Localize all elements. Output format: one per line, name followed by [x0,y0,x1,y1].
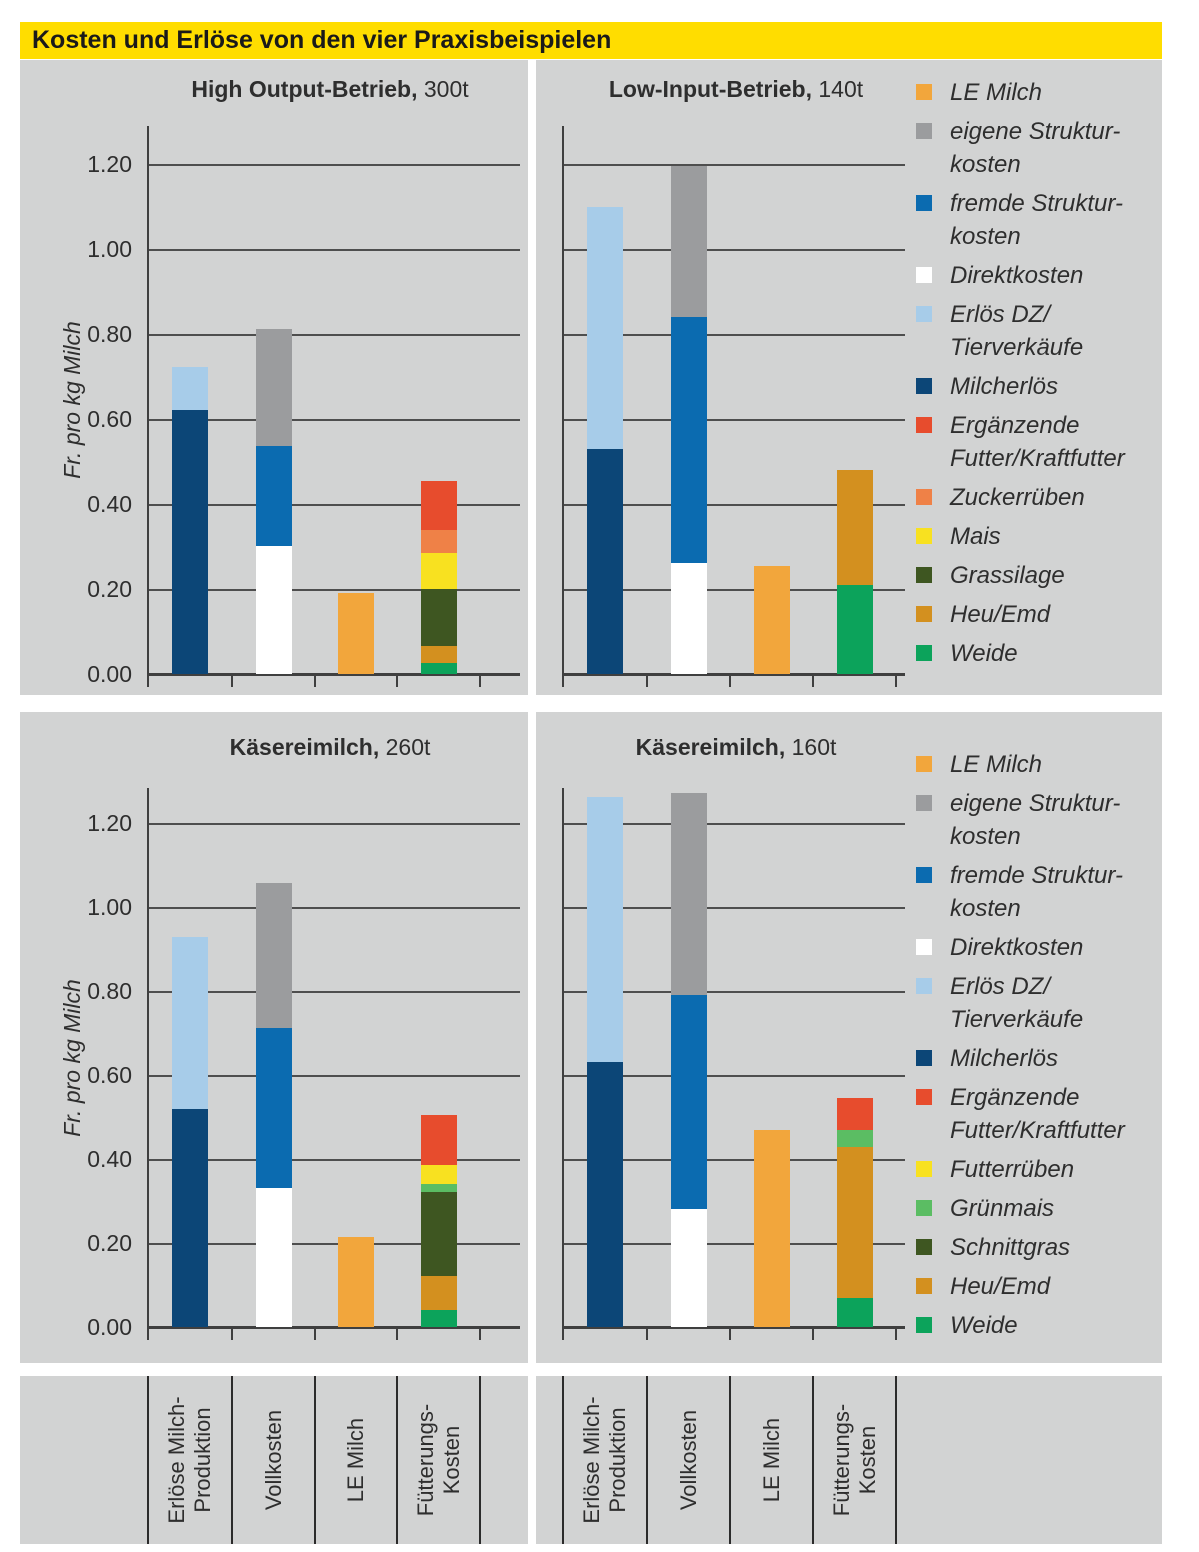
legend-swatch-fremde-icon [916,867,932,883]
legend-swatch-schnittgras-icon [916,1239,932,1255]
legend-entry-erloes_dz [916,970,1156,1036]
legend-label-line: Schnittgras [950,1234,1071,1261]
legend-label-line: Weide [950,640,1018,667]
y-tick-label: 0.00 [87,661,132,687]
legend-label [950,259,1083,292]
category-label-lines [829,1404,881,1517]
bar-segment-ergaenzende-f-tterungs-kosten [421,1115,457,1165]
y-tick-label: 0.40 [87,491,132,517]
y-axis-title-text: Fr. pro kg Milch [59,978,85,1137]
legend-swatch-mais-icon [916,528,932,544]
legend-label [950,637,1018,670]
legend-label-line: eigene Struktur- [950,790,1121,817]
legend-swatch-erloes_dz-icon [916,978,932,994]
category-label-line: Produktion [605,1407,630,1513]
chart-title-weight: 300t [417,76,469,102]
category-label-line: LE Milch [343,1417,368,1503]
category-axis-right [536,1376,1162,1544]
legend-entry-direkt [916,259,1156,292]
y-tick-label: 1.20 [87,151,132,177]
axis-tick [396,1327,398,1340]
category-label-lines [413,1404,465,1517]
legend-label [950,859,1123,925]
legend-entry-heu_emd [916,1270,1156,1303]
legend-swatch-eigene-icon [916,123,932,139]
axis-tick [895,1327,897,1340]
legend-label-line: Tierverkäufe [950,1006,1084,1033]
legend-label [950,1153,1074,1186]
y-tick-label: 1.00 [87,236,132,262]
category-label-line: Produktion [190,1407,215,1513]
legend-label [950,115,1120,181]
bar-segment-mais-f-tterungs-kosten [421,553,457,589]
bar-segment-heu_emd-f-tterungs-kosten [837,1147,873,1298]
chart-title [230,734,431,761]
bar-segment-weide-f-tterungs-kosten [421,1310,457,1327]
legend-label-line: Mais [950,523,1001,550]
legend-label-line: kosten [950,895,1021,922]
category-label-f-tterungs-kosten [771,1376,939,1544]
legend-label-line: Zuckerrüben [950,484,1085,511]
legend-swatch-fremde-icon [916,195,932,211]
axis-tick [729,674,731,687]
legend-label-line: Futter/Kraftfutter [950,445,1125,472]
axis-tick [314,674,316,687]
legend-label [950,298,1083,364]
legend-swatch-direkt-icon [916,939,932,955]
y-tick-label: 0.80 [87,978,132,1004]
legend-bottom [916,748,1156,1342]
legend-entry-fremde [916,859,1156,925]
category-label-line: Fütterungs- [412,1403,438,1517]
legend-entry-gruenmais [916,1192,1156,1225]
y-tick-label: 0.40 [87,1146,132,1172]
chart-panel-kaesereimilch-260t [20,712,528,1363]
category-label-line: Kosten [854,1425,880,1495]
bar-segment-milcherloes-erl-se-milch-produktion [172,1109,208,1327]
legend-label-line: LE Milch [950,751,1043,778]
bar-segment-le_milch-le-milch [754,1130,790,1327]
bar-segment-fremde-vollkosten [671,995,707,1209]
legend-label-line: LE Milch [950,79,1043,106]
axis-tick [479,674,481,687]
legend-swatch-milcherloes-icon [916,378,932,394]
y-tick-label: 0.20 [87,576,132,602]
legend-swatch-eigene-icon [916,795,932,811]
legend-entry-weide [916,637,1156,670]
y-axis-line [562,788,564,1340]
legend-label [950,76,1042,109]
legend-swatch-zuckerrueben-icon [916,489,932,505]
legend-label-line: fremde Struktur- [950,862,1123,889]
legend-entry-le_milch [916,748,1156,781]
legend-swatch-futterrueben-icon [916,1161,932,1177]
legend-swatch-le_milch-icon [916,756,932,772]
legend-label-line: Weide [950,1312,1018,1339]
bar-segment-schnittgras-f-tterungs-kosten [421,1192,457,1276]
axis-tick [147,674,149,687]
bar-segment-erloes_dz-erl-se-milch-produktion [172,367,208,410]
axis-tick [231,674,233,687]
bar-segment-gruenmais-f-tterungs-kosten [421,1184,457,1192]
legend-label-line: Tierverkäufe [950,334,1084,361]
y-tick-label: 1.00 [87,894,132,920]
legend-label-line: fremde Struktur- [950,190,1123,217]
legend-label-line: Erlös DZ/ [950,973,1051,1000]
legend-swatch-erloes_dz-icon [916,306,932,322]
legend-label-line: Direktkosten [950,262,1084,289]
bar-segment-heu_emd-f-tterungs-kosten [421,646,457,663]
legend-entry-ergaenzende [916,1081,1156,1147]
legend-label-line: Direktkosten [950,934,1084,961]
bar-segment-fremde-vollkosten [256,1028,292,1188]
legend-swatch-direkt-icon [916,267,932,283]
bar-segment-le_milch-le-milch [338,593,374,674]
legend-swatch-le_milch-icon [916,84,932,100]
legend-label-line: Ergänzende [950,412,1080,439]
chart-panel-kaesereimilch-160t [536,712,1162,1363]
bar-segment-weide-f-tterungs-kosten [837,585,873,674]
y-axis-line [562,126,564,687]
page-title: Kosten und Erlöse von den vier Praxisbeispielen [32,26,612,54]
bar-segment-futterrueben-f-tterungs-kosten [421,1165,457,1184]
legend-label [950,1042,1058,1075]
bar-segment-eigene-vollkosten [671,793,707,995]
legend-swatch-ergaenzende-icon [916,1089,932,1105]
bar-segment-grassilage-f-tterungs-kosten [421,589,457,646]
legend-top [916,76,1156,670]
legend-entry-ergaenzende [916,409,1156,475]
legend-swatch-heu_emd-icon [916,1278,932,1294]
y-tick-label: 1.20 [87,810,132,836]
legend-entry-mais [916,520,1156,553]
bar-segment-erloes_dz-erl-se-milch-produktion [587,207,623,449]
legend-entry-futterrueben [916,1153,1156,1186]
chart-title [636,734,837,761]
legend-label-line: Erlös DZ/ [950,301,1051,328]
bar-segment-milcherloes-erl-se-milch-produktion [172,410,208,674]
legend-label [950,1081,1125,1147]
legend-entry-zuckerrueben [916,481,1156,514]
legend-swatch-gruenmais-icon [916,1200,932,1216]
axis-tick [562,1327,564,1340]
bar-segment-fremde-vollkosten [671,317,707,563]
chart-title-weight: 260t [379,734,431,760]
chart-title-bold: Low-Input-Betrieb, [608,76,812,102]
axis-tick [895,674,897,687]
bar-segment-weide-f-tterungs-kosten [421,663,457,674]
legend-entry-eigene [916,115,1156,181]
legend-label [950,481,1085,514]
bar-segment-zuckerrueben-f-tterungs-kosten [421,530,457,553]
axis-tick [646,674,648,687]
axis-tick [729,1327,731,1340]
bar-segment-heu_emd-f-tterungs-kosten [421,1276,457,1310]
legend-entry-milcherloes [916,1042,1156,1075]
chart-title-weight: 160t [785,734,837,760]
chart-title-bold: Käsereimilch, [229,734,380,760]
chart-title-bold: High Output-Betrieb, [191,76,418,102]
gridline [563,164,905,166]
legend-label [950,787,1120,853]
legend-label [950,598,1050,631]
bar-segment-weide-f-tterungs-kosten [837,1298,873,1327]
legend-swatch-grassilage-icon [916,567,932,583]
y-tick-label: 0.60 [87,406,132,432]
legend-label [950,1231,1070,1264]
legend-entry-milcherloes [916,370,1156,403]
legend-label [950,370,1058,403]
title-bar [20,22,1162,59]
chart-title [191,76,468,103]
bar-segment-ergaenzende-f-tterungs-kosten [421,481,457,530]
bar-segment-direkt-vollkosten [256,546,292,674]
category-label-line: Erlöse Milch- [579,1396,604,1524]
bar-segment-eigene-vollkosten [256,883,292,1028]
bar-segment-le_milch-le-milch [754,566,790,674]
bar-segment-direkt-vollkosten [671,563,707,674]
legend-label [950,1270,1050,1303]
legend-swatch-heu_emd-icon [916,606,932,622]
legend-label-line: Milcherlös [950,373,1059,400]
legend-label-line: Grünmais [950,1195,1055,1222]
category-axis-left [20,1376,528,1544]
legend-entry-direkt [916,931,1156,964]
bar-segment-milcherloes-erl-se-milch-produktion [587,449,623,674]
legend-entry-eigene [916,787,1156,853]
legend-entry-le_milch [916,76,1156,109]
category-label-line: Kosten [438,1425,464,1495]
legend-swatch-weide-icon [916,1317,932,1333]
legend-swatch-weide-icon [916,645,932,661]
legend-entry-schnittgras [916,1231,1156,1264]
legend-label-line: Milcherlös [950,1045,1059,1072]
legend-label-line: Ergänzende [950,1084,1080,1111]
legend-entry-weide [916,1309,1156,1342]
category-label-line: LE Milch [758,1417,784,1503]
bar-segment-erloes_dz-erl-se-milch-produktion [172,937,208,1109]
legend-label-line: kosten [950,151,1021,178]
bar-segment-eigene-vollkosten [671,166,707,317]
chart-panel-high-output [20,60,528,695]
legend-entry-grassilage [916,559,1156,592]
category-label-line: Vollkosten [260,1409,286,1511]
y-axis-title-text: Fr. pro kg Milch [59,321,85,479]
legend-entry-fremde [916,187,1156,253]
legend-label [950,748,1042,781]
legend-label [950,1192,1054,1225]
legend-label [950,1309,1018,1342]
axis-tick [812,1327,814,1340]
chart-panel-low-input [536,60,1162,695]
chart-title-bold: Käsereimilch, [635,734,786,760]
legend-label-line: Heu/Emd [950,1273,1051,1300]
chart-title-weight: 140t [811,76,864,102]
y-tick-label: 0.60 [87,1062,132,1088]
legend-label-line: Heu/Emd [950,601,1051,628]
bar-segment-le_milch-le-milch [338,1237,374,1327]
bar-segment-eigene-vollkosten [256,329,292,446]
y-tick-label: 0.80 [87,321,132,347]
bar-segment-ergaenzende-f-tterungs-kosten [837,1098,873,1130]
bar-segment-milcherloes-erl-se-milch-produktion [587,1062,623,1327]
bar-segment-erloes_dz-erl-se-milch-produktion [587,797,623,1062]
axis-tick [479,1327,481,1340]
category-label-f-tterungs-kosten [355,1376,523,1544]
legend-swatch-ergaenzende-icon [916,417,932,433]
legend-label-line: kosten [950,823,1021,850]
legend-label [950,520,1001,553]
axis-tick [562,674,564,687]
bar-segment-gruenmais-f-tterungs-kosten [837,1130,873,1147]
chart-title [609,76,863,103]
legend-label [950,970,1083,1036]
legend-label-line: Futter/Kraftfutter [950,1117,1125,1144]
axis-tick [396,674,398,687]
bar-segment-direkt-vollkosten [671,1209,707,1327]
category-label-line: Fütterungs- [828,1403,854,1517]
legend-entry-heu_emd [916,598,1156,631]
legend-entry-erloes_dz [916,298,1156,364]
category-label-line: Erlöse Milch- [164,1396,189,1524]
legend-label [950,409,1125,475]
legend-label [950,187,1123,253]
legend-label-line: Futterrüben [950,1156,1075,1183]
y-tick-label: 0.20 [87,1230,132,1256]
bar-segment-heu_emd-f-tterungs-kosten [837,470,873,585]
legend-swatch-milcherloes-icon [916,1050,932,1066]
legend-label-line: eigene Struktur- [950,118,1121,145]
category-label-line: Vollkosten [675,1409,701,1511]
axis-tick [646,1327,648,1340]
legend-label [950,559,1065,592]
legend-label [950,931,1083,964]
bar-segment-direkt-vollkosten [256,1188,292,1327]
legend-label-line: kosten [950,223,1021,250]
bar-segment-fremde-vollkosten [256,446,292,546]
axis-tick [812,674,814,687]
y-tick-label: 0.00 [87,1314,132,1340]
legend-label-line: Grassilage [950,562,1065,589]
